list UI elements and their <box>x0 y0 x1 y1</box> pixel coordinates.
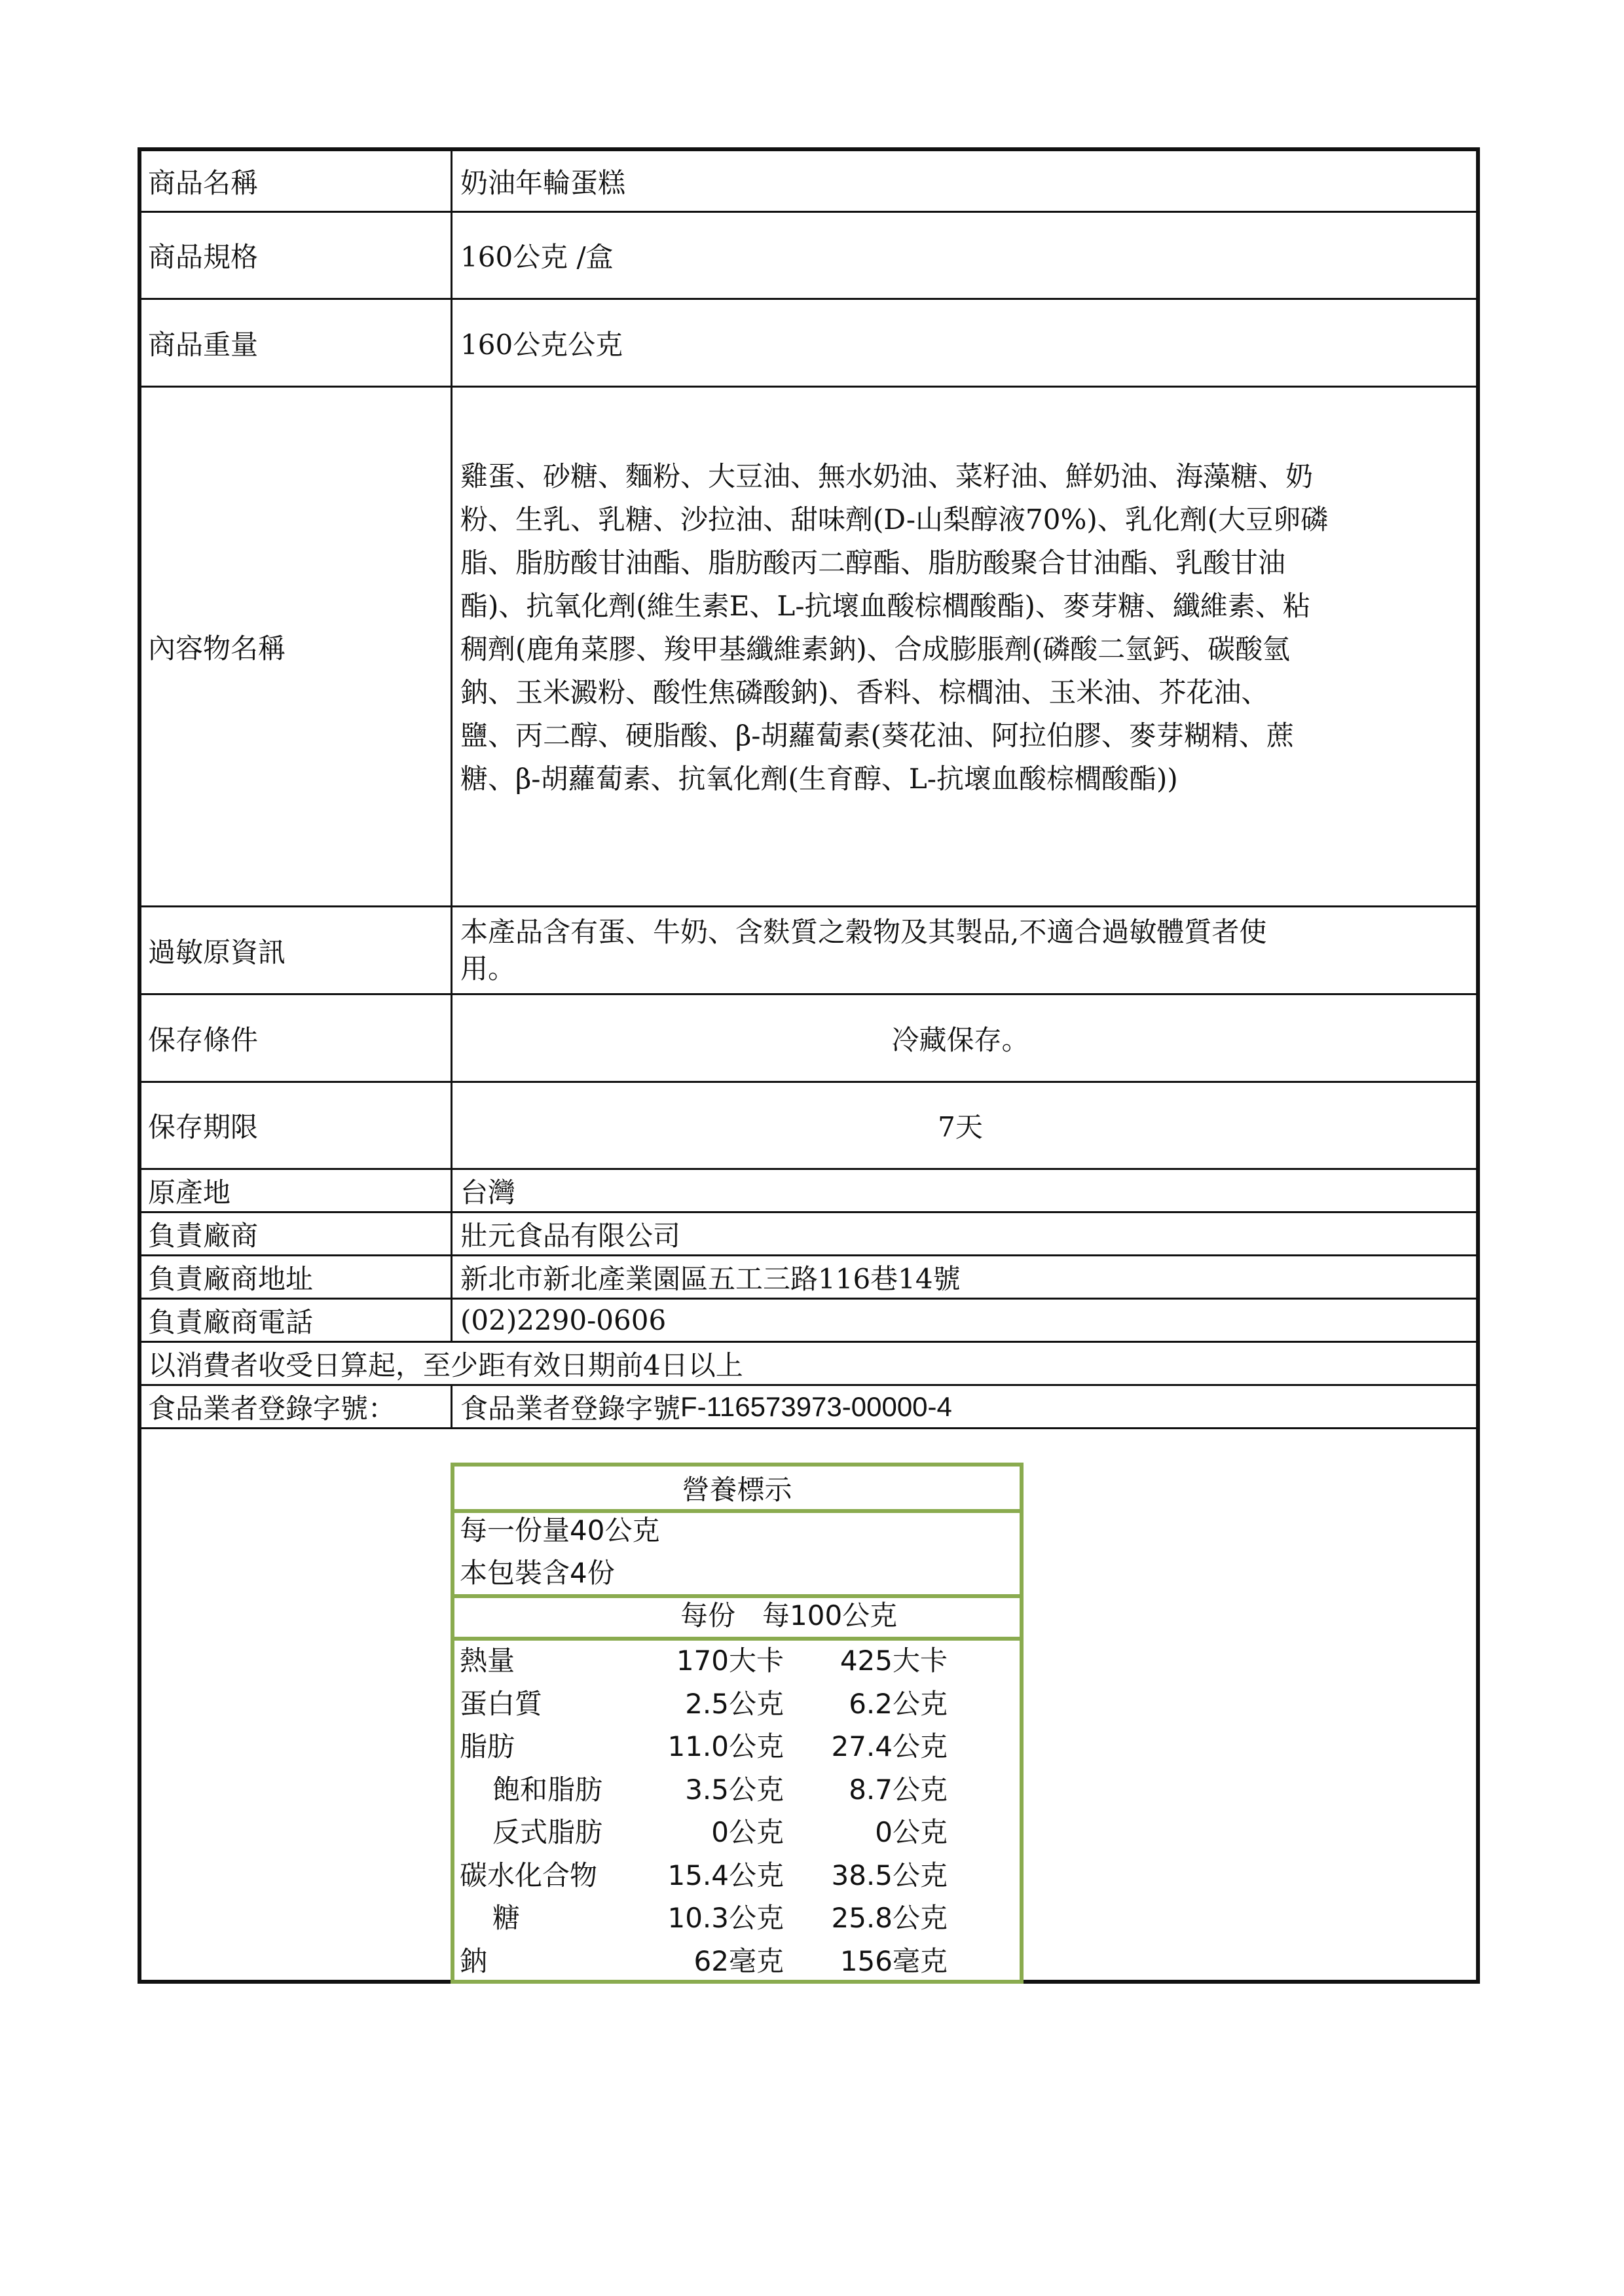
registration-code: F-116573973-00000-4 <box>680 1391 952 1422</box>
product-name-value: 奶油年輪蛋糕 <box>460 166 626 199</box>
ingredients-line: 粉、生乳、乳糖、沙拉油、甜味劑(D-山梨醇液70%)、乳化劑(大豆卵磷 <box>460 503 1329 536</box>
row-product-weight <box>141 300 1476 388</box>
serving-size: 每一份量40公克 <box>460 1514 660 1546</box>
nutrient-per-100g: 27.4公克 <box>831 1730 948 1762</box>
nutrient-name: 鈉 <box>460 1944 488 1977</box>
column-per-100g: 每100公克 <box>762 1599 898 1631</box>
servings-per-package: 本包裝含4份 <box>460 1557 615 1589</box>
ingredients-value <box>452 388 1476 905</box>
nutrition-facts-panel <box>451 1463 1024 1984</box>
product-spec-label: 商品規格 <box>141 213 452 298</box>
ingredients-line: 脂、脂肪酸甘油酯、脂肪酸丙二醇酯、脂肪酸聚合甘油酯、乳酸甘油 <box>460 547 1286 579</box>
nutrient-name: 熱量 <box>460 1645 515 1677</box>
row-allergen <box>141 907 1476 995</box>
nutrition-row <box>454 1811 1020 1854</box>
allergen-label: 過敏原資訊 <box>141 907 452 993</box>
ingredients-line: 雞蛋、砂糖、麵粉、大豆油、無水奶油、菜籽油、鮮奶油、海藻糖、奶 <box>460 460 1314 492</box>
expiry-notice: 以消費者收受日算起，至少距有效日期前4日以上 <box>148 1349 743 1381</box>
shelf-life-value: 7天 <box>938 1111 983 1143</box>
nutrient-per-100g: 8.7公克 <box>849 1773 948 1806</box>
nutrition-column-headers <box>454 1594 1020 1641</box>
row-ingredients <box>141 388 1476 907</box>
product-weight-label: 商品重量 <box>141 300 452 386</box>
vendor-address-label: 負責廠商地址 <box>141 1256 452 1298</box>
row-registration <box>141 1386 1476 1429</box>
nutrient-per-serving: 11.0公克 <box>667 1730 784 1762</box>
nutrient-name: 反式脂肪 <box>492 1816 603 1848</box>
ingredients-label: 內容物名稱 <box>141 388 452 905</box>
allergen-value <box>452 907 1476 993</box>
nutrition-row <box>454 1725 1020 1768</box>
storage-label: 保存條件 <box>141 995 452 1081</box>
nutrient-name: 脂肪 <box>460 1730 515 1762</box>
nutrition-row <box>454 1639 1020 1683</box>
nutrition-row <box>454 1854 1020 1897</box>
product-name-label: 商品名稱 <box>141 151 452 211</box>
vendor-value: 壯元食品有限公司 <box>460 1219 681 1252</box>
nutrient-per-serving: 62毫克 <box>693 1944 784 1977</box>
row-product-spec <box>141 213 1476 300</box>
vendor-phone-value: (02)2290-0606 <box>460 1304 667 1336</box>
row-vendor-address <box>141 1256 1476 1300</box>
row-notice <box>141 1343 1476 1386</box>
ingredients-line: 酯)、抗氧化劑(維生素E、L-抗壞血酸棕櫚酸酯)、麥芽糖、纖維素、粘 <box>460 590 1310 622</box>
product-weight-value: 160公克公克 <box>460 328 623 361</box>
registration-prefix: 食品業者登錄字號 <box>460 1392 681 1425</box>
row-vendor-phone <box>141 1300 1476 1343</box>
registration-value <box>452 1386 1476 1427</box>
row-product-name <box>141 151 1476 213</box>
nutrient-name: 碳水化合物 <box>460 1859 598 1891</box>
row-origin <box>141 1170 1476 1213</box>
nutrient-name: 飽和脂肪 <box>492 1773 603 1806</box>
nutrition-row <box>454 1940 1020 1983</box>
vendor-phone-label: 負責廠商電話 <box>141 1300 452 1341</box>
row-shelf-life <box>141 1083 1476 1170</box>
row-storage <box>141 995 1476 1083</box>
column-per-serving: 每份 <box>680 1599 736 1631</box>
product-spec-value: 160公克 /盒 <box>460 241 614 273</box>
nutrient-per-serving: 3.5公克 <box>685 1773 784 1806</box>
nutrient-name: 蛋白質 <box>460 1687 543 1720</box>
ingredients-line: 糖、β-胡蘿蔔素、抗氧化劑(生育醇、L-抗壞血酸棕櫚酸酯)) <box>460 763 1178 795</box>
nutrient-per-serving: 170大卡 <box>676 1645 784 1677</box>
allergen-line: 本產品含有蛋、牛奶、含麩質之穀物及其製品,不適合過敏體質者使 <box>460 915 1267 948</box>
storage-value: 冷藏保存。 <box>891 1023 1029 1056</box>
row-vendor <box>141 1213 1476 1256</box>
nutrient-per-100g: 6.2公克 <box>849 1687 948 1720</box>
nutrition-title: 營養標示 <box>454 1467 1020 1513</box>
ingredients-line: 鈉、玉米澱粉、酸性焦磷酸鈉)、香料、棕櫚油、玉米油、芥花油、 <box>460 676 1269 708</box>
shelf-life-label: 保存期限 <box>141 1083 452 1168</box>
nutrient-per-100g: 0公克 <box>875 1816 948 1848</box>
nutrient-name: 糖 <box>492 1902 521 1934</box>
allergen-line: 用。 <box>460 952 516 985</box>
origin-label: 原產地 <box>141 1170 452 1211</box>
product-info-table <box>138 147 1480 1984</box>
nutrient-per-serving: 10.3公克 <box>667 1902 784 1934</box>
vendor-address-value: 新北市新北產業園區五工三路116巷14號 <box>460 1262 961 1295</box>
nutrition-serving-info <box>454 1509 1020 1598</box>
nutrition-rows <box>454 1639 1020 1982</box>
nutrient-per-100g: 38.5公克 <box>831 1859 948 1891</box>
vendor-label: 負責廠商 <box>141 1213 452 1254</box>
nutrient-per-serving: 2.5公克 <box>685 1687 784 1720</box>
nutrient-per-serving: 0公克 <box>711 1816 784 1848</box>
nutrient-per-100g: 25.8公克 <box>831 1902 948 1934</box>
nutrition-row <box>454 1768 1020 1812</box>
origin-value: 台灣 <box>460 1176 516 1209</box>
nutrient-per-100g: 425大卡 <box>840 1645 948 1677</box>
nutrition-row <box>454 1897 1020 1940</box>
nutrient-per-100g: 156毫克 <box>840 1944 948 1977</box>
ingredients-line: 鹽、丙二醇、硬脂酸、β-胡蘿蔔素(葵花油、阿拉伯膠、麥芽糊精、蔗 <box>460 720 1294 752</box>
nutrient-per-serving: 15.4公克 <box>667 1859 784 1891</box>
nutrition-row <box>454 1683 1020 1726</box>
registration-label: 食品業者登錄字號： <box>141 1386 452 1427</box>
ingredients-line: 稠劑(鹿角菜膠、羧甲基纖維素鈉)、合成膨脹劑(磷酸二氫鈣、碳酸氫 <box>460 633 1291 665</box>
